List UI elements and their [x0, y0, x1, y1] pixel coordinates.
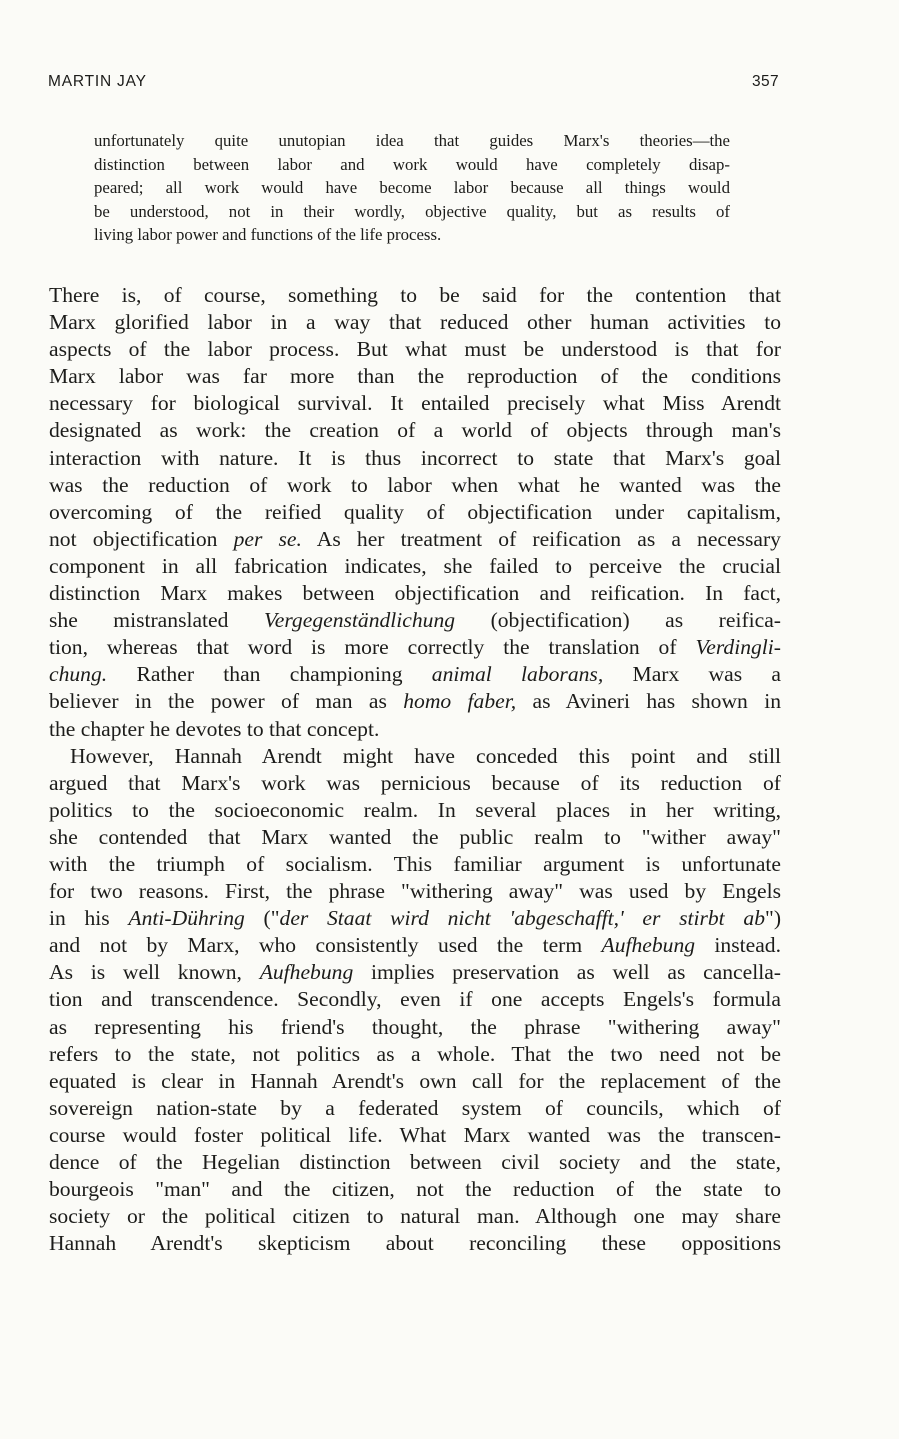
paragraph-line: [49, 309, 781, 336]
text-run: dence of the Hegelian distinction between civil society and the state,: [49, 1150, 781, 1174]
paragraph-line: [49, 499, 781, 526]
paragraph-line: [49, 417, 781, 444]
text-run: tion, whereas that word is more correctly the translation of: [49, 635, 696, 660]
paragraph-line: [49, 1203, 781, 1230]
paragraph-line: [49, 336, 781, 363]
text-run: believer in the power of man as: [49, 689, 404, 714]
text-run: argued that Marx's work was pernicious because of its reduction of: [49, 770, 781, 795]
paragraph-line: [49, 959, 781, 986]
block-quote-line: peared; all work would have become labor because all things would: [94, 178, 730, 198]
paragraph-line: [49, 526, 781, 553]
text-run: refers to the state, not politics as a whole. That the two need not be: [49, 1041, 781, 1066]
text-run: component in all fabrication indicates, she failed to perceive the crucial: [49, 553, 781, 578]
paragraph-line: [49, 851, 781, 878]
text-run: overcoming of the reified quality of objectification under capitalism,: [49, 499, 781, 524]
text-run: bourgeois "man" and the citizen, not the reduction of the state to: [49, 1177, 781, 1202]
text-run: However, Hannah Arendt might have conceded this point and still: [70, 743, 781, 768]
paragraph-line: [49, 1176, 781, 1203]
paragraph-line: [49, 661, 781, 688]
text-run: course would foster political life. What Marx wanted was the transcen-: [49, 1122, 781, 1147]
italic-text: Verdingli-: [695, 635, 781, 660]
text-run: for two reasons. First, the phrase "withering away" was used by Engels: [49, 879, 781, 904]
italic-text: Vergegenständlichung: [263, 608, 456, 633]
text-run: As is well known,: [49, 960, 260, 985]
paragraph-line: [49, 1149, 781, 1176]
text-run: implies preservation as well as cancella-: [353, 960, 781, 985]
text-run: instead.: [695, 933, 781, 958]
text-run: Rather than championing: [107, 662, 432, 687]
paragraph-line: [49, 1122, 781, 1149]
text-run: interaction with nature. It is thus incorrect to state that Marx's goal: [49, 445, 781, 470]
text-run: tion and transcendence. Secondly, even if one accepts Engels's formula: [49, 987, 781, 1012]
italic-text: per se.: [233, 526, 302, 551]
text-run: and not by Marx, who consistently used the term: [49, 933, 602, 958]
text-run: "): [765, 906, 782, 931]
text-run: Marx glorified labor in a way that reduced other human activities to: [49, 310, 781, 335]
text-run: was the reduction of work to labor when what he wanted was the: [49, 472, 781, 497]
paragraph-line: [49, 1014, 781, 1041]
italic-text: animal laborans,: [431, 662, 604, 687]
text-run: the chapter he devotes to that concept.: [49, 716, 380, 741]
text-run: as Avineri has shown in: [516, 689, 781, 714]
paragraph-line: [49, 1041, 781, 1068]
text-run: with the triumph of socialism. This familiar argument is unfortunate: [49, 851, 781, 876]
block-quote: [94, 129, 730, 247]
text-run: as representing his friend's thought, the phrase "withering away": [49, 1014, 781, 1039]
text-run: There is, of course, something to be said for the contention that: [49, 283, 781, 307]
block-quote-line: be understood, not in their wordly, objective quality, but as results of: [94, 201, 730, 221]
text-run: sovereign nation-state by a federated system of councils, which of: [49, 1095, 781, 1120]
paragraph-line: [49, 1095, 781, 1122]
paragraph-line: [49, 743, 781, 770]
paragraph-line: [49, 390, 781, 417]
text-run: designated as work: the creation of a world of objects through man's: [49, 418, 781, 443]
text-run: aspects of the labor process. But what must be understood is that for: [49, 337, 781, 362]
paragraph-line: [49, 797, 781, 824]
paragraph-line: [49, 878, 781, 905]
paragraph-line: [49, 282, 781, 309]
paragraph: [49, 743, 781, 1258]
paragraph-line: [49, 580, 781, 607]
paragraph-line: [49, 824, 781, 851]
paragraph-line: [49, 607, 781, 634]
italic-text: Aufhebung: [601, 933, 696, 958]
paragraph-line: [49, 553, 781, 580]
text-run: necessary for biological survival. It entailed precisely what Miss Arendt: [49, 391, 781, 416]
running-head-author: MARTIN JAY: [48, 73, 147, 90]
text-run: Marx was a: [603, 662, 781, 687]
block-quote-line: distinction between labor and work would have completely disap-: [94, 154, 730, 174]
italic-text: der Staat wird nicht 'abgeschafft,' er stirbt ab: [279, 906, 765, 931]
block-quote-line: living labor power and functions of the life process.: [94, 225, 442, 245]
paragraph-line: [49, 688, 781, 715]
paragraph-line: [49, 1068, 781, 1095]
paragraph-line: [49, 472, 781, 499]
body-text: [49, 282, 781, 1257]
page-number: 357: [751, 73, 779, 90]
text-run: (": [244, 906, 280, 931]
paragraph-line: [49, 716, 781, 743]
italic-text: Aufhebung: [259, 960, 354, 985]
text-run: she mistranslated: [49, 608, 264, 633]
text-run: (objectification) as reifica-: [455, 608, 781, 633]
text-run: society or the political citizen to natural man. Although one may share: [49, 1204, 781, 1229]
text-run: Marx labor was far more than the reproduction of the conditions: [49, 364, 781, 389]
paragraph-line: [49, 1230, 781, 1257]
italic-text: chung.: [49, 662, 108, 687]
text-run: equated is clear in Hannah Arendt's own call for the replacement of the: [49, 1068, 781, 1093]
paragraph-line: [49, 986, 781, 1013]
text-run: not objectification: [49, 526, 234, 551]
paragraph-line: [49, 932, 781, 959]
text-run: Hannah Arendt's skepticism about reconciling these oppositions: [49, 1231, 781, 1256]
italic-text: homo faber,: [403, 689, 517, 714]
block-quote-line: unfortunately quite unutopian idea that guides Marx's theories—the: [94, 131, 730, 150]
paragraph-line: [49, 363, 781, 390]
paragraph-line: [49, 905, 781, 932]
paragraph-line: [49, 445, 781, 472]
text-run: in his: [49, 906, 129, 931]
paragraph-line: [49, 770, 781, 797]
italic-text: Anti-Dühring: [128, 906, 245, 931]
paragraph: [49, 282, 781, 743]
text-run: distinction Marx makes between objectification and reification. In fact,: [49, 581, 781, 606]
text-run: she contended that Marx wanted the public realm to "wither away": [49, 824, 781, 849]
text-run: politics to the socioeconomic realm. In several places in her writing,: [49, 797, 781, 822]
text-run: As her treatment of reification as a necessary: [301, 526, 781, 551]
paragraph-line: [49, 634, 781, 661]
